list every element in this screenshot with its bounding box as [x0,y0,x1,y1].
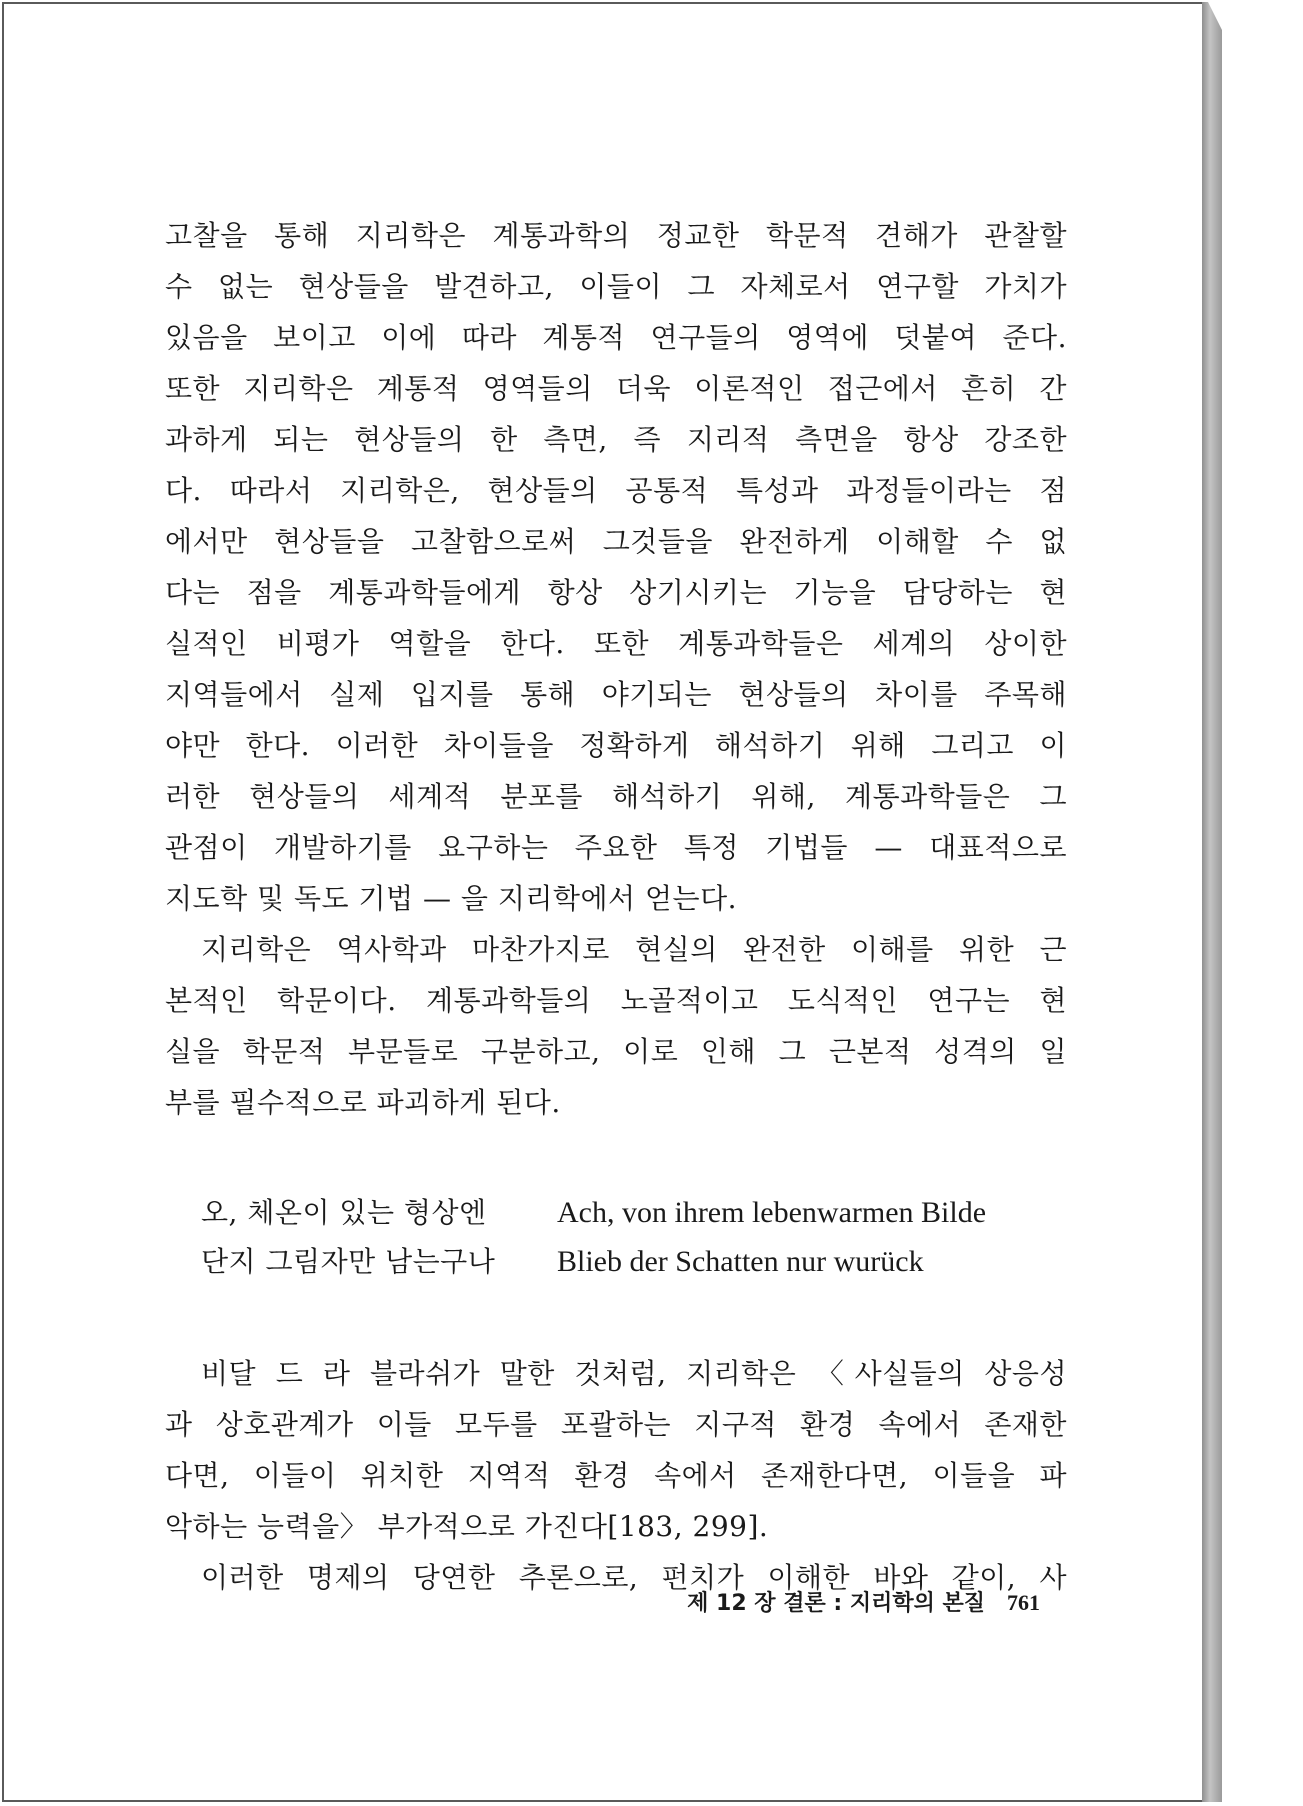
text-line: 다면, 이들이 위치한 지역적 환경 속에서 존재한다면, 이들을 파 [165,1459,1067,1492]
text-line: 다는 점을 계통과학들에게 항상 상기시키는 기능을 담당하는 현 [165,576,1067,609]
text-line: 에서만 현상들을 고찰함으로써 그것들을 완전하게 이해할 수 없 [165,525,1067,558]
paragraph-2 [165,924,1067,1128]
text-line: 있음을 보이고 이에 따라 계통적 연구들의 영역에 덧붙여 준다. [165,321,1067,354]
text-line: 부를 필수적으로 파괴하게 된다. [165,1086,561,1119]
text-line: 본적인 학문이다. 계통과학들의 노골적이고 도식적인 연구는 현 [165,984,1067,1017]
text-line: 지역들에서 실제 입지를 통해 야기되는 현상들의 차이를 주목해 [165,678,1067,711]
text-line: 비달 드 라 블라쉬가 말한 것처럼, 지리학은 〈사실들의 상응성 [201,1357,1067,1390]
text-line: 야만 한다. 이러한 차이들을 정확하게 해석하기 위해 그리고 이 [165,729,1067,762]
text-line: 과 상호관계가 이들 모두를 포괄하는 지구적 환경 속에서 존재한 [165,1408,1067,1441]
spacer [165,1128,1067,1188]
poem-german: Blieb der Schatten nur wurück [557,1245,924,1278]
text-line: 관점이 개발하기를 요구하는 주요한 특정 기법들 — 대표적으로 [165,831,1067,864]
poem-german: Ach, von ihrem lebenwarmen Bilde [557,1196,987,1229]
text-line: 다. 따라서 지리학은, 현상들의 공통적 특성과 과정들이라는 점 [165,474,1067,507]
text-line: 과하게 되는 현상들의 한 측면, 즉 지리적 측면을 항상 강조한 [165,423,1067,456]
poem-line-1 [201,1188,1067,1237]
text-line: 악하는 능력을〉 부가적으로 가진다[183, 299]. [165,1510,769,1543]
text-line: 러한 현상들의 세계적 분포를 해석하기 위해, 계통과학들은 그 [165,780,1067,813]
text-line: 지리학은 역사학과 마찬가지로 현실의 완전한 이해를 위한 근 [201,933,1067,966]
text-line: 또한 지리학은 계통적 영역들의 더욱 이론적인 접근에서 흔히 간 [165,372,1067,405]
chapter-title: 제 12 장 결론 : 지리학의 본질 [687,1591,985,1616]
page-number: 761 [1007,1590,1040,1615]
poem-line-2 [201,1237,1067,1286]
paragraph-1 [165,210,1067,924]
text-line: 실을 학문적 부문들로 구분하고, 이로 인해 그 근본적 성격의 일 [165,1035,1067,1068]
text-line: 고찰을 통해 지리학은 계통과학의 정교한 학문적 견해가 관찰할 [165,219,1067,252]
poem-korean: 단지 그림자만 남는구나 [201,1245,496,1278]
poem-korean: 오, 체온이 있는 형상엔 [201,1196,487,1229]
page-edge [1202,2,1222,1802]
text-line: 이러한 명제의 당연한 추론으로, 펀치가 이해한 바와 같이, 사 [201,1561,1067,1594]
paragraph-3 [165,1348,1067,1552]
page-footer [0,1586,1040,1617]
text-line: 실적인 비평가 역할을 한다. 또한 계통과학들은 세계의 상이한 [165,627,1067,660]
body-text [165,210,1067,1603]
poem-quote [201,1188,1067,1286]
text-line: 수 없는 현상들을 발견하고, 이들이 그 자체로서 연구할 가치가 [165,270,1067,303]
text-line: 지도학 및 독도 기법 — 을 지리학에서 얻는다. [165,882,738,915]
spacer [165,1286,1067,1348]
